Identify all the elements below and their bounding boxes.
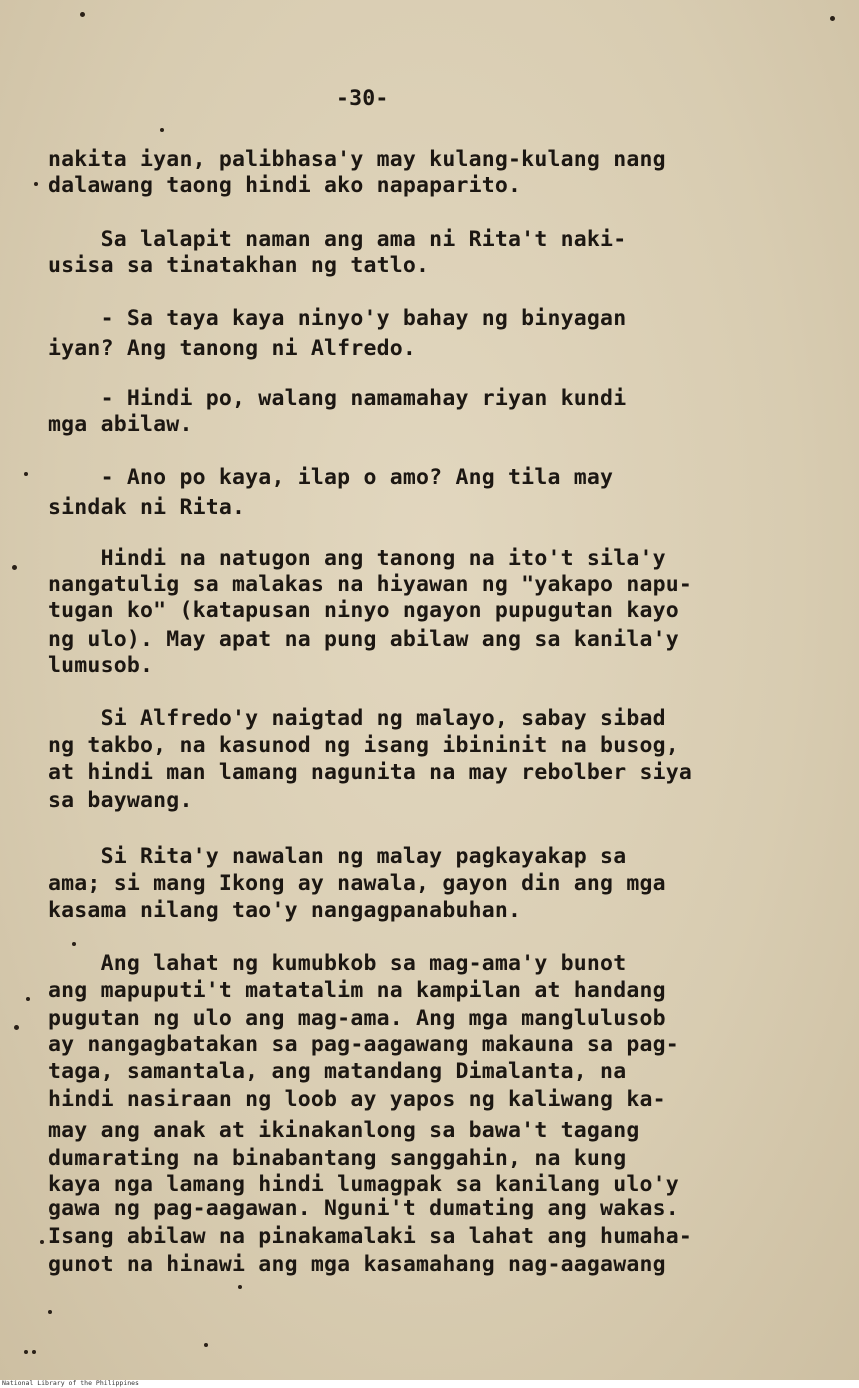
text-line: Si Alfredo'y naigtad ng malayo, sabay sibad (48, 706, 666, 731)
text-line: kasama nilang tao'y nangagpanabuhan. (48, 898, 522, 923)
text-line: nangatulig sa malakas na hiyawan ng "yakapo napu- (48, 572, 693, 597)
footer-bar (0, 1380, 859, 1388)
ink-speck (24, 472, 28, 476)
text-line: - Sa taya kaya ninyo'y bahay ng binyagan (48, 306, 627, 331)
ink-speck (80, 12, 85, 17)
text-line: usisa sa tinatakhan ng tatlo. (48, 253, 430, 278)
text-line: - Hindi po, walang namamahay riyan kundi (48, 386, 627, 411)
text-line: ng takbo, na kasunod ng isang ibininit na busog, (48, 733, 679, 758)
text-line: lumusob. (48, 653, 154, 678)
text-line: Si Rita'y nawalan ng malay pagkayakap sa (48, 844, 627, 869)
text-line: ng ulo). May apat na pung abilaw ang sa kanila'y (48, 627, 679, 652)
text-line: Hindi na natugon ang tanong na ito't sila'y (48, 546, 666, 571)
text-line: at hindi man lamang nagunita na may rebolber siya (48, 760, 693, 785)
text-line: Ang lahat ng kumubkob sa mag-ama'y bunot (48, 951, 627, 976)
ink-speck (26, 997, 30, 1001)
text-line: mga abilaw. (48, 412, 193, 437)
text-line: ama; si mang Ikong ay nawala, gayon din ang mga (48, 871, 666, 896)
text-line: taga, samantala, ang matandang Dimalanta, na (48, 1059, 627, 1084)
text-line: Isang abilaw na pinakamalaki sa lahat ang humaha- (48, 1224, 693, 1249)
ink-speck (34, 182, 38, 186)
ink-speck (14, 1025, 19, 1030)
ink-speck (40, 1240, 44, 1244)
ink-speck (12, 565, 17, 570)
text-line: dumarating na binabantang sanggahin, na kung (48, 1146, 627, 1171)
text-line: Sa lalapit naman ang ama ni Rita't naki- (48, 227, 627, 252)
text-line: nakita iyan, palibhasa'y may kulang-kulang nang (48, 147, 666, 172)
ink-speck (204, 1343, 208, 1347)
footer-credit: National Library of the Philippines (2, 1379, 139, 1387)
text-line: gunot na hinawi ang mga kasamahang nag-aagawang (48, 1252, 666, 1277)
text-line: iyan? Ang tanong ni Alfredo. (48, 336, 417, 361)
text-line: hindi nasiraan ng loob ay yapos ng kaliwang ka- (48, 1087, 666, 1112)
ink-speck (160, 128, 164, 132)
ink-speck (238, 1285, 242, 1289)
ink-speck (830, 16, 835, 21)
ink-speck (72, 942, 76, 946)
text-line: pugutan ng ulo ang mag-ama. Ang mga manglulusob (48, 1006, 666, 1031)
text-line: sindak ni Rita. (48, 495, 246, 520)
ink-speck (24, 1350, 28, 1354)
typed-text-body (48, 0, 848, 1380)
text-line: ay nangagbatakan sa pag-aagawang makauna sa pag- (48, 1032, 679, 1057)
text-line: dalawang taong hindi ako napaparito. (48, 173, 522, 198)
text-line: ang mapuputi't matatalim na kampilan at handang (48, 978, 666, 1003)
text-line: sa baywang. (48, 788, 193, 813)
ink-speck (48, 1310, 52, 1314)
text-line: - Ano po kaya, ilap o amo? Ang tila may (48, 465, 614, 490)
text-line: gawa ng pag-aagawan. Nguni't dumating ang wakas. (48, 1196, 679, 1221)
text-line: kaya nga lamang hindi lumagpak sa kanilang ulo'y (48, 1172, 679, 1197)
text-line: tugan ko" (katapusan ninyo ngayon pupugutan kayo (48, 598, 679, 623)
page-number: -30- (336, 86, 389, 111)
text-line: may ang anak at ikinakanlong sa bawa't tagang (48, 1118, 640, 1143)
ink-speck (32, 1350, 36, 1354)
